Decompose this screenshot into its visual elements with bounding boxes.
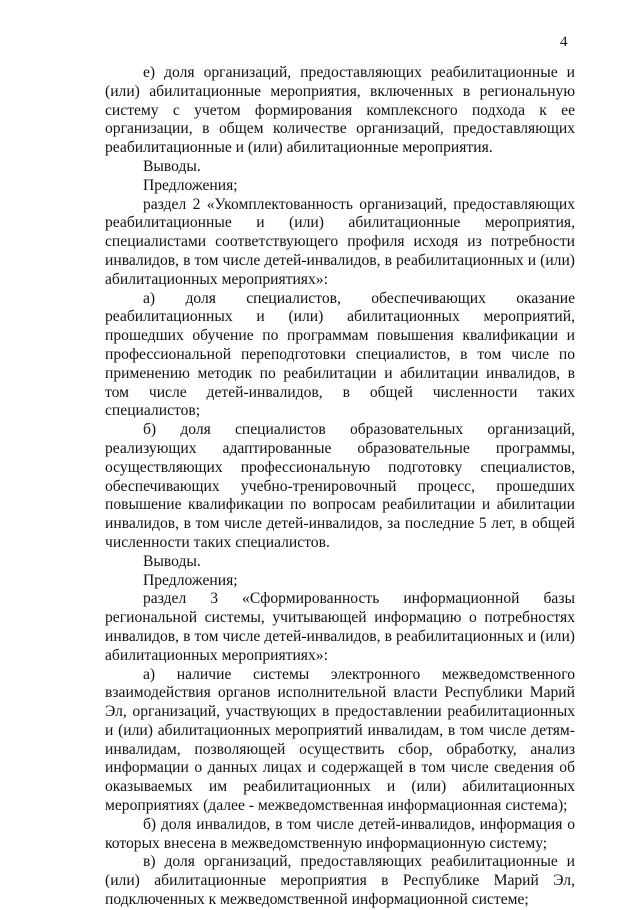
paragraph-a-information-system: а) наличие системы электронного межведомственного взаимодействия органов исполнительной власти Республики Марий Эл, организаций, участвующих в предоставлении реабилитационных и (или) абилитационных мероприятий инвалидам, в том числе детям-инвалидам, позволяющей осуществить сбор, обработку, анализ информации о данных лицах и содержащей в том числе сведения об оказываемых им реабилитационных и (или) абилитационных мероприятиях (далее - межведомственная информационная система);: [105, 665, 575, 815]
paragraph-a-share-specialists: а) доля специалистов, обеспечивающих оказание реабилитационных и (или) абилитационных мероприятий, прошедших обучение по программам повышения квалификации и профессиональной переподготовки специалистов, в том числе по применению методик по реабилитации и абилитации инвалидов, в том числе детей-инвалидов, в общей численности таких специалистов;: [105, 289, 575, 420]
paragraph-section-3-heading: раздел 3 «Сформированность информационной базы региональной системы, учитывающей информацию о потребностях инвалидов, в том числе детей-инвалидов, в реабилитационных и (или) абилитационных мероприятиях»:: [105, 590, 575, 664]
paragraph-b-share-education-specialists: б) доля специалистов образовательных организаций, реализующих адаптированные образовательные программы, осуществляющих профессиональную подготовку специалистов, обеспечивающих учебно-тренировочный процесс, прошедших повышение квалификации по вопросам реабилитации и абилитации инвалидов, в том числе детей-инвалидов, за последние 5 лет, в общей численности таких специалистов.: [105, 421, 575, 551]
paragraph-section-2-heading: раздел 2 «Укомплектованность организаций, предоставляющих реабилитационные и (или) абилитационные мероприятия, специалистами соответствующего профиля исходя из потребности инвалидов, в том числе детей-инвалидов, в реабилитационных и (или) абилитационных мероприятиях»:: [105, 195, 575, 288]
document-body: [105, 64, 575, 910]
paragraph-proposals: Предложения;: [143, 176, 238, 194]
paragraph-c-share-organizations-connected: в) доля организаций, предоставляющих реабилитационные и (или) абилитационные мероприятия в Республике Марий Эл, подключенных к межведомственной информационной системе;: [105, 853, 575, 909]
paragraph-e-share-organizations: е) доля организаций, предоставляющих реабилитационные и (или) абилитационные мероприятия, включенных в региональную систему с учетом формирования комплексного подхода к ее организации, в общем количестве организаций, предоставляющих реабилитационные и (или) абилитационные мероприятия.: [105, 64, 575, 157]
page-number: 4: [560, 34, 568, 50]
paragraph-b-share-disabled-in-system: б) доля инвалидов, в том числе детей-инвалидов, информация о которых внесена в межведомственную информационную систему;: [105, 815, 575, 852]
paragraph-conclusions: Выводы.: [143, 552, 201, 570]
paragraph-proposals: Предложения;: [143, 571, 238, 589]
paragraph-conclusions: Выводы.: [143, 157, 201, 175]
